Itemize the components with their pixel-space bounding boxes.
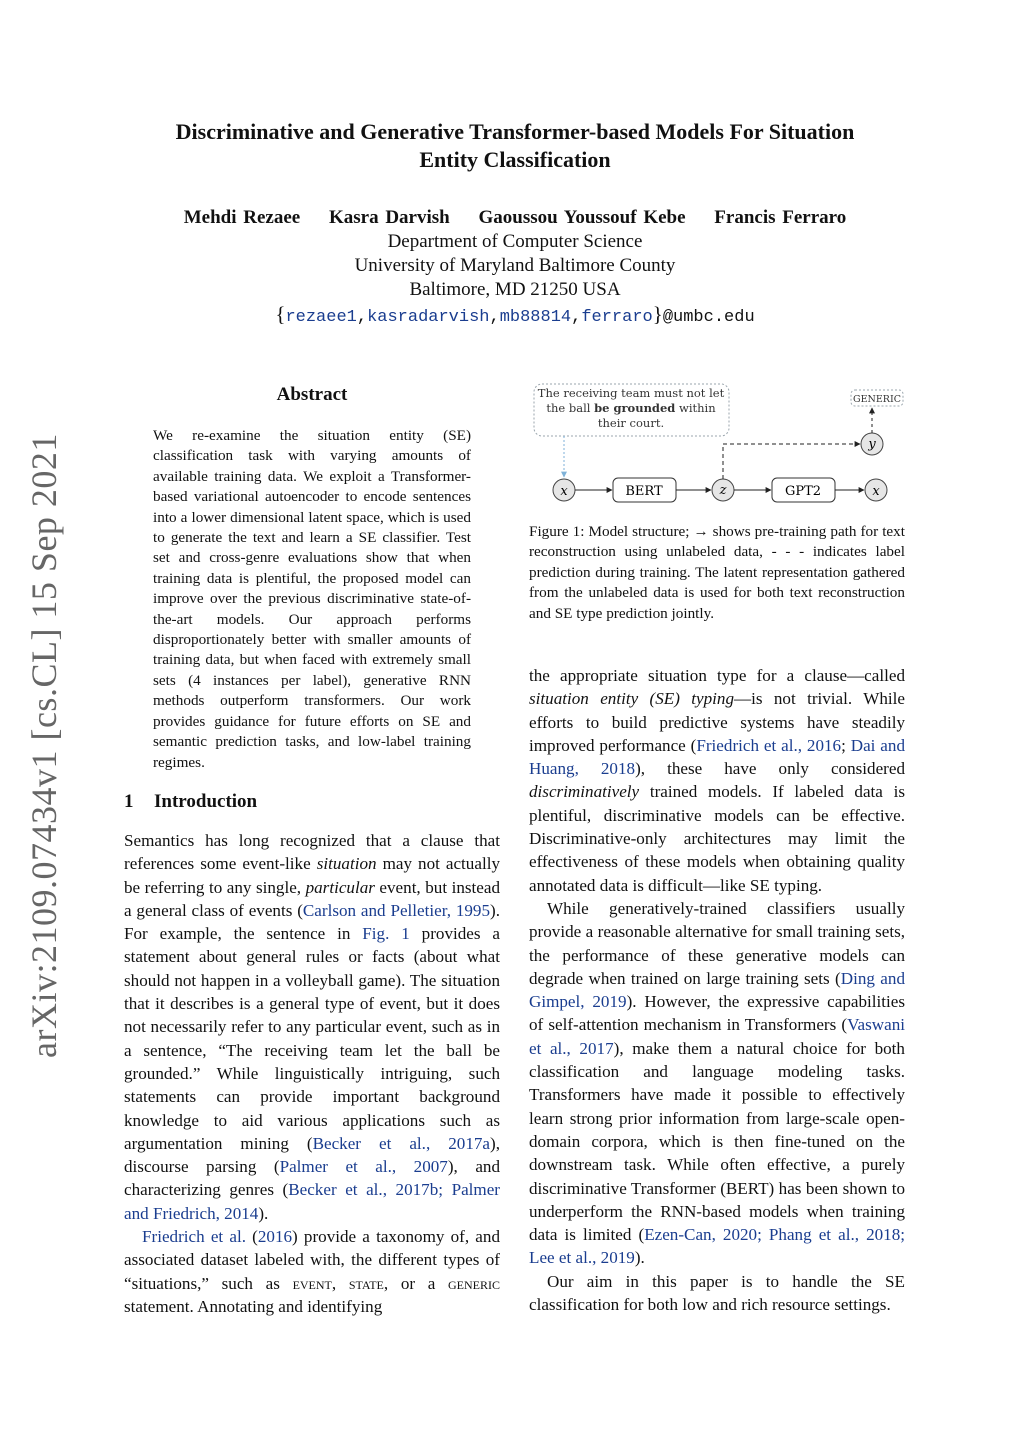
email-link[interactable]: kasradarvish xyxy=(367,308,490,327)
citation-link[interactable]: Friedrich et al., 2016 xyxy=(696,735,842,755)
citation-link[interactable]: Becker et al., 2017a xyxy=(312,1133,491,1153)
department: Department of Computer Science xyxy=(387,231,643,252)
email-list: {rezaee1,kasradarvish,mb88814,ferraro}@umbc.edu xyxy=(275,302,755,327)
text-run: ). However, the expressive capabilities of self-attention mechanism in Transformers ( xyxy=(529,992,905,1035)
abstract-text: We re-examine the situation entity (SE) classification task with varying amounts of available training data. We exploit a Transformer-based variational autoencoder to encode sentences into a lower dimensional latent space, which is used to generate the text and learn a SE classifier. Test set and cross-genre evaluations show that when training data is plentiful, the proposed model can improve over the previous discriminative state-of-the-art models. Our approach performs disproportionately better with smaller amounts of training data, but when faced with extremely small sets (4 instances per label), generative RNN methods outperform transformers. Our work provides guidance for future efforts on SE and semantic prediction tasks, and low-label training regimes. xyxy=(153,427,471,771)
right-column-body xyxy=(529,664,905,1316)
paper-title xyxy=(110,118,920,174)
text-run: provides a statement about general rules or facts (about what should not happen in a volleyball game). The situation that it describes is a general type of event, but it does not necessarily refer to any particular event, such as in a sentence, “The receiving team let the ball be grounded.” While linguistically intriguing, such statements can provide important background knowledge to aid various applications such as argumentation mining ( xyxy=(124,924,500,1153)
input-x-label: x xyxy=(560,484,568,499)
email-domain: @umbc.edu xyxy=(662,308,755,327)
section-heading-introduction xyxy=(124,791,500,813)
arxiv-identifier: arXiv:2109.07434v1 [cs.CL] 15 Sep 2021 xyxy=(24,433,64,1058)
figure-caption: Figure 1: Model structure; → shows pre-training path for text reconstruction using unlabeled data, - - - indicates label prediction during training. The latent representation gathered from the unlabeled data is used for both text reconstruction and SE type prediction jointly. xyxy=(529,523,905,622)
paragraph: Our aim in this paper is to handle the SE classification for both low and rich resource settings. xyxy=(529,1271,905,1315)
generic-label: GENERIC xyxy=(853,394,901,405)
citation-link[interactable]: Friedrich et al. xyxy=(142,1227,246,1247)
text-run: , xyxy=(331,1273,349,1293)
text-run: event, but instead a general class of events ( xyxy=(124,877,500,920)
citation-link[interactable]: Becker et al., 2017b; Palmer and Friedrich, 2014 xyxy=(124,1180,500,1223)
emphasis: situation xyxy=(316,854,377,874)
text-run: ). For example, the sentence in xyxy=(124,900,500,944)
dashed-arrow-z-to-y xyxy=(723,444,860,479)
author-name: Mehdi Rezaee xyxy=(183,207,301,228)
text-run: ), discourse parsing ( xyxy=(124,1133,500,1177)
label-term: generic xyxy=(448,1273,501,1293)
callout-line-2: the ball be grounded within xyxy=(546,401,716,415)
citation-link[interactable]: Ding and Gimpel, 2019 xyxy=(529,968,905,1012)
text-run: may not actually be referring to any single, xyxy=(124,854,500,897)
author-name: Gaoussou Youssouf Kebe xyxy=(478,207,686,228)
citation-link[interactable]: Vaswani et al., 2017 xyxy=(529,1015,905,1058)
emphasis: particular xyxy=(305,877,375,897)
email-link[interactable]: mb88814 xyxy=(499,308,572,327)
label-term: event xyxy=(292,1273,332,1293)
latent-z-label: z xyxy=(719,483,727,498)
citation-link[interactable]: Carlson and Pelletier, 1995 xyxy=(302,900,491,920)
text-run: statement. Annotating and identifying xyxy=(124,1296,383,1316)
label-term: state xyxy=(348,1273,384,1293)
output-x-label: x xyxy=(872,484,880,499)
title-line-2: Entity Classification xyxy=(419,147,611,172)
text-run: , or a xyxy=(383,1273,449,1293)
citation-link[interactable]: Ezen-Can, 2020; Phang et al., 2018; Lee et al., 2019 xyxy=(529,1225,906,1268)
citation-link[interactable]: 2016 xyxy=(257,1227,293,1247)
text-run: While generatively-trained classifiers usually provide a reasonable alternative for small training sets, the performance of these generative models can degrade when trained on large training sets ( xyxy=(529,898,905,988)
text-run: the appropriate situation type for a clause—called xyxy=(529,666,905,685)
callout-line-3: their court. xyxy=(597,416,665,430)
emphasis: situation entity (SE) typing xyxy=(529,689,734,709)
bert-label: BERT xyxy=(625,484,663,499)
abstract-heading: Abstract xyxy=(276,384,348,405)
text-run: ; xyxy=(841,735,851,755)
university: University of Maryland Baltimore County xyxy=(354,255,676,276)
section-number: 1 xyxy=(124,791,134,812)
text-run: ) provide a taxonomy of, and associated dataset labeled with, the different types of “situations,” such as xyxy=(124,1227,500,1293)
emphasis: discriminatively xyxy=(529,782,640,802)
text-run: ), make them a natural choice for both classification and language modeling tasks. Transformers have made it possible to effectively learn strong prior information from large-scale open-domain corpora, which is then fine-tuned on the downstream task. While often effective, a purely discriminative Transformer (BERT) has been shown to underperform the RNN-based models when training data is limited ( xyxy=(529,1038,905,1245)
label-y-label: y xyxy=(868,437,876,452)
text-run: ). xyxy=(634,1248,645,1268)
text-run: ( xyxy=(245,1227,258,1247)
section-title: Introduction xyxy=(154,791,258,812)
paragraph xyxy=(124,1225,500,1318)
figure-reference-link[interactable]: Fig. 1 xyxy=(362,924,410,944)
text-run: Semantics has long recognized that a clause that references some event-like xyxy=(124,831,500,874)
author-name: Kasra Darvish xyxy=(328,207,450,228)
email-link[interactable]: ferraro xyxy=(581,308,653,327)
address: Baltimore, MD 21250 USA xyxy=(409,279,621,300)
text-run: ), and characterizing genres ( xyxy=(124,1157,500,1200)
author-list xyxy=(110,206,920,230)
left-column-body xyxy=(124,829,500,1318)
gpt2-label: GPT2 xyxy=(784,484,822,499)
paragraph xyxy=(529,897,905,1270)
citation-link[interactable]: Dai and Huang, 2018 xyxy=(529,735,905,779)
paragraph xyxy=(529,664,905,897)
title-line-1: Discriminative and Generative Transformer-based Models For Situation xyxy=(175,119,855,144)
callout-line-1: The receiving team must not let xyxy=(537,386,725,400)
text-run: —is not trivial. While efforts to build predictive systems have steadily improved performance ( xyxy=(529,689,905,755)
text-run: trained models. If labeled data is plentiful, discriminative models can be effective. Discriminative-only architectures may limit the effectiveness of these models when obtaining quality annotated data is difficult—like SE typing. xyxy=(529,782,905,895)
citation-link[interactable]: Palmer et al., 2007 xyxy=(279,1157,448,1177)
text-run: ). xyxy=(258,1203,269,1223)
text-run: ), these have only considered xyxy=(635,759,905,779)
email-link[interactable]: rezaee1 xyxy=(285,308,357,327)
figure-model-structure xyxy=(529,380,909,510)
author-name: Francis Ferraro xyxy=(714,207,847,228)
paragraph xyxy=(124,829,500,1225)
